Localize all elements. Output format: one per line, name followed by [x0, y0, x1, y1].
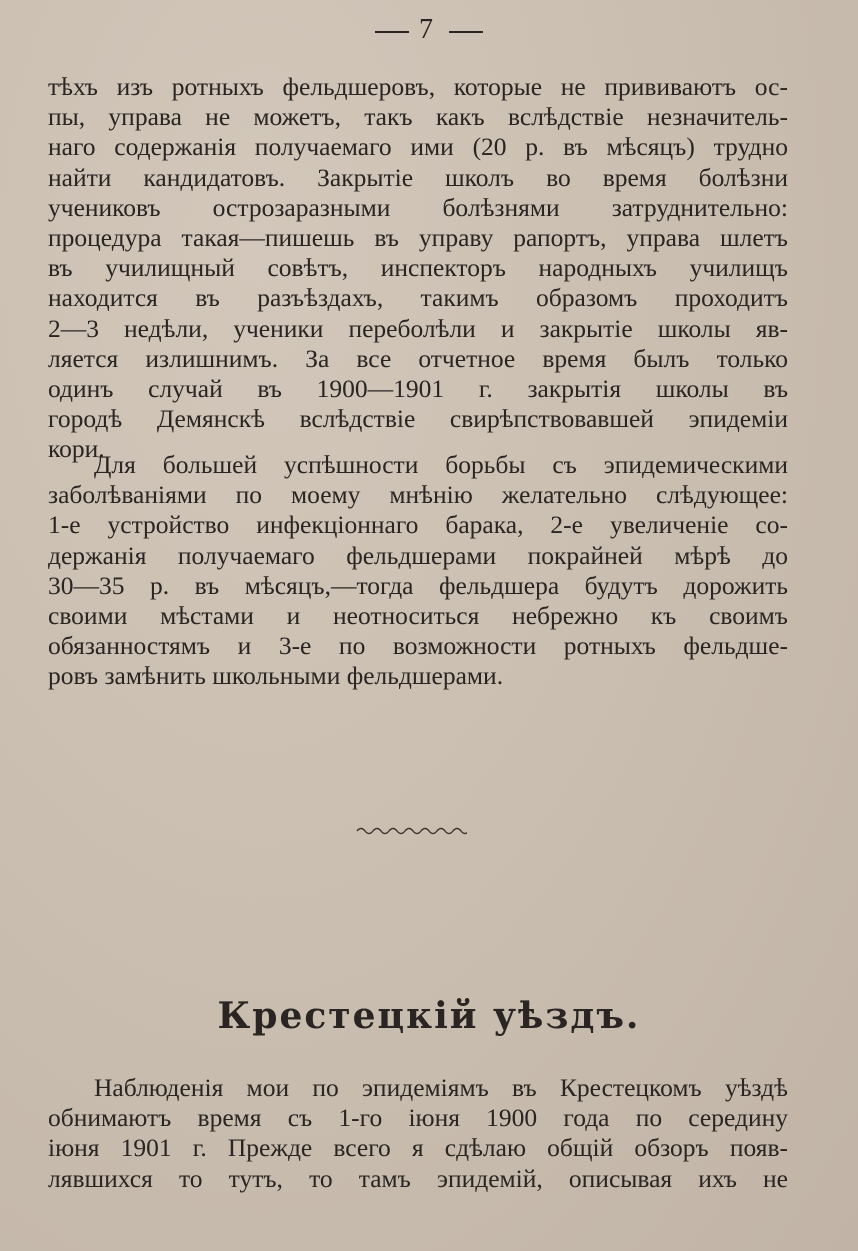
paragraph-1: [48, 72, 788, 465]
text-line: держанія получаемаго фельдшерами покрайней мѣрѣ до: [48, 540, 788, 570]
text-line: наго содержанія получаемаго ими (20 р. въ мѣсяцъ) трудно: [48, 132, 788, 162]
text-line: лявшихся то тутъ, то тамъ эпидемій, описывая ихъ не: [48, 1163, 788, 1193]
text-line: 2—3 недѣли, ученики переболѣли и закрытіе школы яв-: [48, 313, 788, 343]
text-line: своими мѣстами и неотноситься небрежно къ своимъ: [48, 601, 788, 631]
text-line: Для большей успѣшности борьбы съ эпидемическими: [94, 450, 788, 479]
text-line: въ училищный совѣтъ, инспекторъ народныхъ училищъ: [48, 253, 788, 283]
text-line: городѣ Демянскѣ вслѣдствіе свирѣпствовавшей эпидеміи: [48, 404, 788, 434]
text-line: находится въ разъѣздахъ, такимъ образомъ проходитъ: [48, 283, 788, 313]
text-line: ляется излишнимъ. За все отчетное время былъ только: [48, 343, 788, 373]
paragraph-2: [48, 450, 788, 692]
text-line: обязанностямъ и 3-е по возможности ротныхъ фельдше-: [48, 631, 788, 661]
text-line: тѣхъ изъ ротныхъ фельдшеровъ, которые не прививаютъ ос-: [48, 72, 788, 101]
text-line: одинъ случай въ 1900—1901 г. закрытія школы въ: [48, 374, 788, 404]
text-line: учениковъ острозаразными болѣзнями затруднительно:: [48, 192, 788, 222]
header-dash-right: [449, 31, 483, 33]
text-line: 30—35 р. въ мѣсяцъ,—тогда фельдшера будутъ дорожить: [48, 570, 788, 600]
text-line: іюня 1901 г. Прежде всего я сдѣлаю общій обзоръ появ-: [48, 1133, 788, 1163]
page-number: 7: [419, 14, 439, 45]
page-header: [0, 14, 858, 46]
text-line: 1-е устройство инфекціоннаго барака, 2-е увеличеніе со-: [48, 510, 788, 540]
text-line: пы, управа не можетъ, такъ какъ вслѣдствіе незначитель-: [48, 102, 788, 132]
text-line: ровъ замѣнить школьными фельдшерами.: [48, 661, 504, 691]
text-line: обнимаютъ время съ 1-го іюня 1900 года по середину: [48, 1103, 788, 1133]
text-line: найти кандидатовъ. Закрытіе школъ во время болѣзни: [48, 162, 788, 192]
section-title: Крестецкій уѣздъ.: [217, 995, 641, 1037]
text-line: Наблюденія мои по эпидеміямъ въ Крестецкомъ уѣздѣ: [94, 1073, 788, 1102]
header-dash-left: [375, 31, 409, 33]
wavy-separator-ornament: [355, 824, 467, 838]
paragraph-3: [48, 1073, 788, 1194]
text-line: заболѣваніями по моему мнѣнію желательно слѣдующее:: [48, 480, 788, 510]
text-line: процедура такая—пишешь въ управу рапортъ, управа шлетъ: [48, 223, 788, 253]
text-line: кори.: [48, 434, 105, 464]
